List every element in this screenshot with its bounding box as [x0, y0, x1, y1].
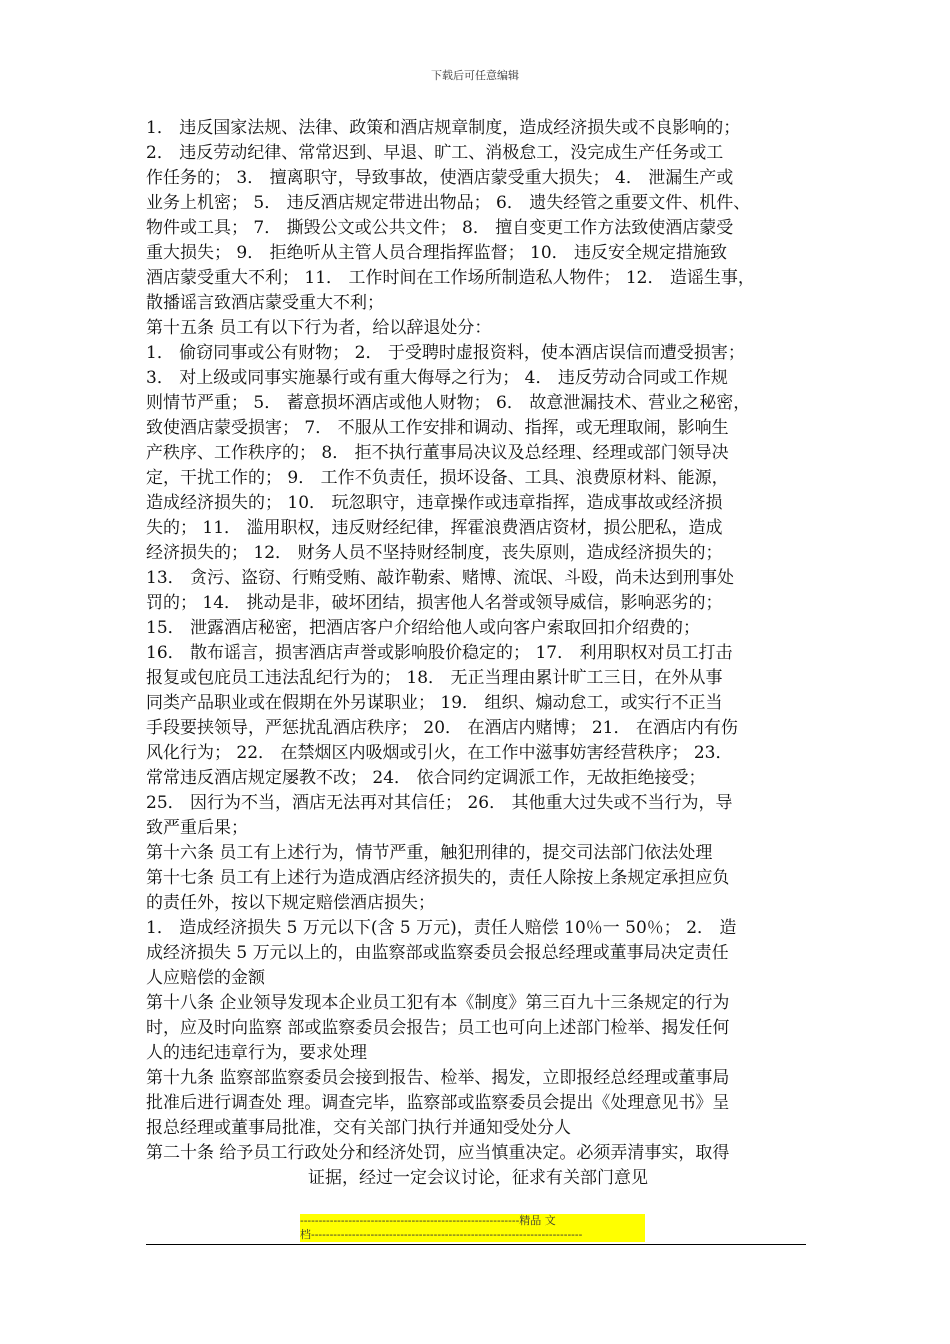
- text-line: 风化行为； 22． 在禁烟区内吸烟或引火，在工作中滋事妨害经营秩序； 23．: [146, 743, 733, 763]
- text-line: 物件或工具； 7． 撕毁公文或公共文件； 8． 擅自变更工作方法致使酒店蒙受: [146, 218, 734, 238]
- text-line: 3． 对上级或同事实施暴行或有重大侮辱之行为； 4． 违反劳动合同或工作规: [146, 368, 728, 388]
- text-line: 重大损失； 9． 拒绝听从主管人员合理指挥监督； 10． 违反安全规定措施致: [146, 243, 728, 263]
- text-line: 第二十条 给予员工行政处分和经济处罚，应当慎重决定。必须弄清事实，取得: [146, 1143, 730, 1163]
- text-line: 手段要挟领导，严惩扰乱酒店秩序； 20． 在酒店内赌博； 21． 在酒店内有伤: [146, 718, 738, 738]
- text-line: 罚的； 14． 挑动是非，破坏团结，损害他人名誉或领导威信，影响恶劣的；: [146, 593, 723, 613]
- text-line: 致使酒店蒙受损害； 7． 不服从工作安排和调动、指挥，或无理取闹，影响生: [146, 418, 729, 438]
- text-line: 1． 偷窃同事或公有财物； 2． 于受聘时虚报资料，使本酒店误信而遭受损害；: [146, 343, 745, 363]
- text-line: 16． 散布谣言，损害酒店声誉或影响股价稳定的； 17． 利用职权对员工打击: [146, 643, 733, 663]
- text-line: 作任务的； 3． 擅离职守，导致事故，使酒店蒙受重大损失； 4． 泄漏生产或: [146, 168, 734, 188]
- text-line: 证据，经过一定会议讨论，征求有关部门意见: [308, 1168, 648, 1188]
- text-line: 人的违纪违章行为，要求处理: [146, 1043, 367, 1063]
- text-line: 造成经济损失的； 10． 玩忽职守，违章操作或违章指挥，造成事故或经济损: [146, 493, 723, 513]
- text-line: 1． 造成经济损失 5 万元以下(含 5 万元)，责任人赔偿 10％一 50％； 2． 造: [146, 918, 737, 938]
- text-line: 15． 泄露酒店秘密，把酒店客户介绍给他人或向客户索取回扣介绍费的；: [146, 618, 701, 638]
- text-line: 第十六条 员工有上述行为，情节严重，触犯刑律的，提交司法部门依法处理: [146, 843, 713, 863]
- page-header: 下载后可任意编辑: [431, 69, 519, 82]
- text-line: 同类产品职业或在假期在外另谋职业； 19． 组织、煽动怠工，或实行不正当: [146, 693, 723, 713]
- text-line: 成经济损失 5 万元以上的，由监察部或监察委员会报总经理或董事局决定责任: [146, 943, 729, 963]
- text-line: 产秩序、工作秩序的； 8． 拒不执行董事局决议及总经理、经理或部门领导决: [146, 443, 729, 463]
- text-line: 则情节严重； 5． 蓄意损坏酒店或他人财物； 6． 故意泄漏技术、营业之秘密，: [146, 393, 751, 413]
- text-line: 1． 违反国家法规、法律、政策和酒店规章制度，造成经济损失或不良影响的；: [146, 118, 741, 138]
- text-line: 13． 贪污、盗窃、行贿受贿、敲诈勒索、赌博、流氓、斗殴，尚未达到刑事处: [146, 568, 735, 588]
- text-line: 报复或包庇员工违法乱纪行为的； 18． 无正当理由累计旷工三日，在外从事: [146, 668, 723, 688]
- text-line: 常常违反酒店规定屡教不改； 24． 依合同约定调派工作，无故拒绝接受；: [146, 768, 706, 788]
- text-line: 第十九条 监察部监察委员会接到报告、检举、揭发，立即报经总经理或董事局: [146, 1068, 730, 1088]
- text-line: 定，干扰工作的； 9． 工作不负责任，损坏设备、工具、浪费原材料、能源，: [146, 468, 729, 488]
- text-line: 时，应及时向监察 部或监察委员会报告；员工也可向上述部门检举、揭发任何: [146, 1018, 730, 1038]
- text-line: 第十八条 企业领导发现本企业员工犯有本《制度》第三百九十三条规定的行为: [146, 993, 730, 1013]
- text-line: 业务上机密； 5． 违反酒店规定带进出物品； 6． 遗失经管之重要文件、机件、: [146, 193, 751, 213]
- text-line: 批准后进行调查处 理。调查完毕，监察部或监察委员会提出《处理意见书》呈: [146, 1093, 730, 1113]
- footer-watermark-line-1: -----------------------------------------------------------精品 文: [300, 1214, 645, 1228]
- text-line: 致严重后果；: [146, 818, 248, 838]
- text-line: 人应赔偿的金额: [146, 968, 265, 988]
- text-line: 2． 违反劳动纪律、常常迟到、早退、旷工、消极怠工，没完成生产任务或工: [146, 143, 724, 163]
- text-line: 散播谣言致酒店蒙受重大不利；: [146, 293, 384, 313]
- text-line: 酒店蒙受重大不利； 11． 工作时间在工作场所制造私人物件； 12． 造谣生事，: [146, 268, 755, 288]
- text-line: 第十七条 员工有上述行为造成酒店经济损失的，责任人除按上条规定承担应负: [146, 868, 730, 888]
- document-body: [146, 116, 810, 1191]
- text-line: 的责任外，按以下规定赔偿酒店损失；: [146, 893, 435, 913]
- text-line: 经济损失的； 12． 财务人员不坚持财经制度，丧失原则，造成经济损失的；: [146, 543, 723, 563]
- footer-watermark-line-2: 档-------------------------------------------------------------------------: [300, 1228, 645, 1242]
- text-line: 25． 因行为不当，酒店无法再对其信任； 26． 其他重大过失或不当行为，导: [146, 793, 733, 813]
- text-line: 报总经理或董事局批准，交有关部门执行并通知受处分人: [146, 1118, 571, 1138]
- text-line: 第十五条 员工有以下行为者，给以辞退处分：: [146, 318, 492, 338]
- footer-divider: [146, 1244, 806, 1245]
- text-line: 失的； 11． 滥用职权，违反财经纪律，挥霍浪费酒店资材，损公肥私，造成: [146, 518, 723, 538]
